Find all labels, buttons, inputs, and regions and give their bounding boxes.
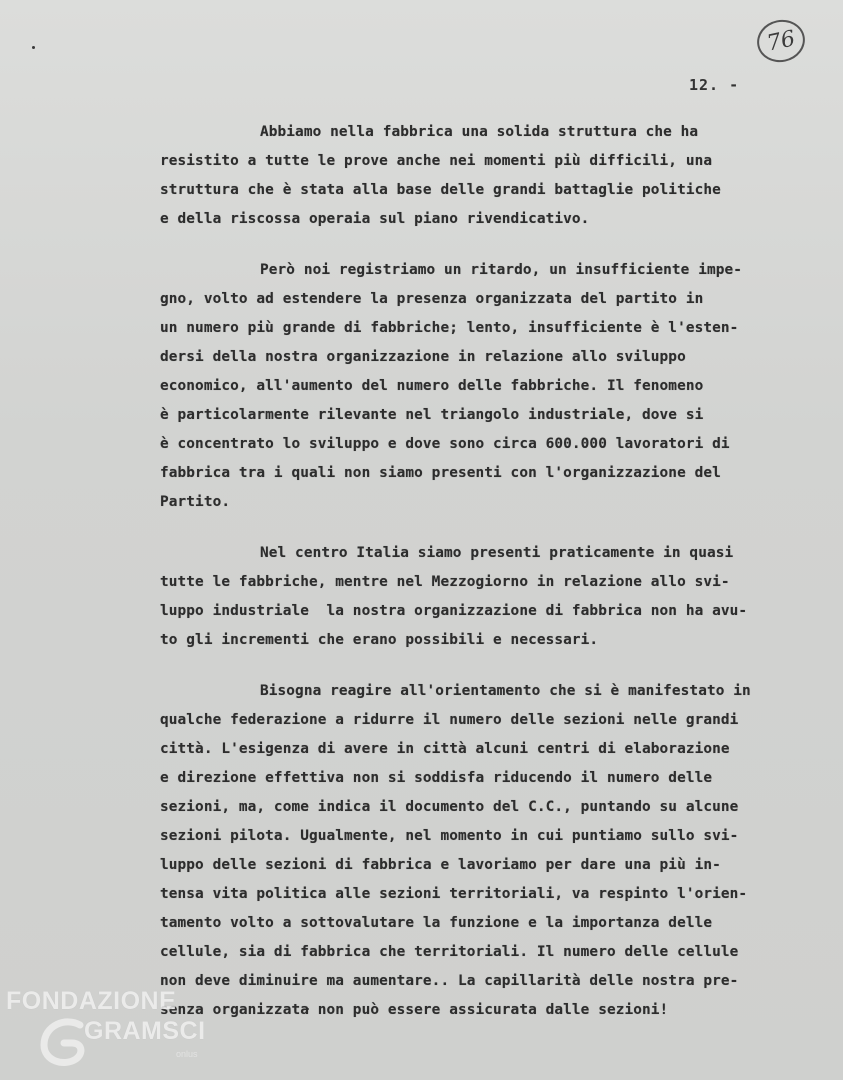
paper-speck [32,46,35,49]
watermark-title: FONDAZIONE [6,987,177,1015]
text-line: città. L'esigenza di avere in città alcuni centri di elaborazione [160,741,730,757]
watermark-subtitle: GRAMSCI [84,1017,206,1045]
paragraph-1 [160,118,822,234]
text-line: Bisogna reagire all'orientamento che si è manifestato in [260,683,751,699]
text-line: fabbrica tra i quali non siamo presenti con l'organizzazione del [160,465,721,481]
text-line: economico, all'aumento del numero delle fabbriche. Il fenomeno [160,378,704,394]
text-line: qualche federazione a ridurre il numero delle sezioni nelle grandi [160,712,739,728]
text-line: Però noi registriamo un ritardo, un insufficiente impe- [260,262,743,278]
typewritten-body [160,118,822,1047]
text-line: tensa vita politica alle sezioni territoriali, va respinto l'orien- [160,886,748,902]
text-line: struttura che è stata alla base delle grandi battaglie politiche [160,182,721,198]
paragraph-3 [160,539,822,655]
paragraph-2 [160,256,822,517]
archive-number: 76 [764,25,798,57]
text-line: luppo industriale la nostra organizzazione di fabbrica non ha avu- [160,603,748,619]
text-line: cellule, sia di fabbrica che territoriali. Il numero delle cellule [160,944,739,960]
text-line: tutte le fabbriche, mentre nel Mezzogiorno in relazione allo svi- [160,574,730,590]
text-line: tamento volto a sottovalutare la funzione e la importanza delle [160,915,713,931]
text-line: è concentrato lo sviluppo e dove sono circa 600.000 lavoratori di [160,436,730,452]
text-line: sezioni pilota. Ugualmente, nel momento in cui puntiamo sullo svi- [160,828,739,844]
text-line: e direzione effettiva non si soddisfa riducendo il numero delle [160,770,713,786]
text-line: dersi della nostra organizzazione in relazione allo sviluppo [160,349,686,365]
text-line: Nel centro Italia siamo presenti praticamente in quasi [260,545,734,561]
page-number: 12. - [689,76,740,94]
text-line: senza organizzata non può essere assicurata dalle sezioni! [160,1002,669,1018]
text-line: sezioni, ma, come indica il documento del C.C., puntando su alcune [160,799,739,815]
text-line: luppo delle sezioni di fabbrica e lavoriamo per dare una più in- [160,857,721,873]
paragraph-4 [160,677,822,1025]
fondazione-gramsci-watermark [6,987,226,1075]
text-line: è particolarmente rilevante nel triangolo industriale, dove si [160,407,704,423]
watermark-onlus: onlus [176,1049,198,1059]
text-line: gno, volto ad estendere la presenza organizzata del partito in [160,291,704,307]
archive-number-circle [753,15,809,66]
text-line: Abbiamo nella fabbrica una solida struttura che ha [260,124,699,140]
text-line: un numero più grande di fabbriche; lento, insufficiente è l'esten- [160,320,739,336]
text-line: Partito. [160,494,231,510]
text-line: to gli incrementi che erano possibili e necessari. [160,632,599,648]
text-line: resistito a tutte le prove anche nei momenti più difficili, una [160,153,713,169]
text-line: e della riscossa operaia sul piano rivendicativo. [160,211,590,227]
text-line: non deve diminuire ma aumentare.. La capillarità delle nostra pre- [160,973,739,989]
